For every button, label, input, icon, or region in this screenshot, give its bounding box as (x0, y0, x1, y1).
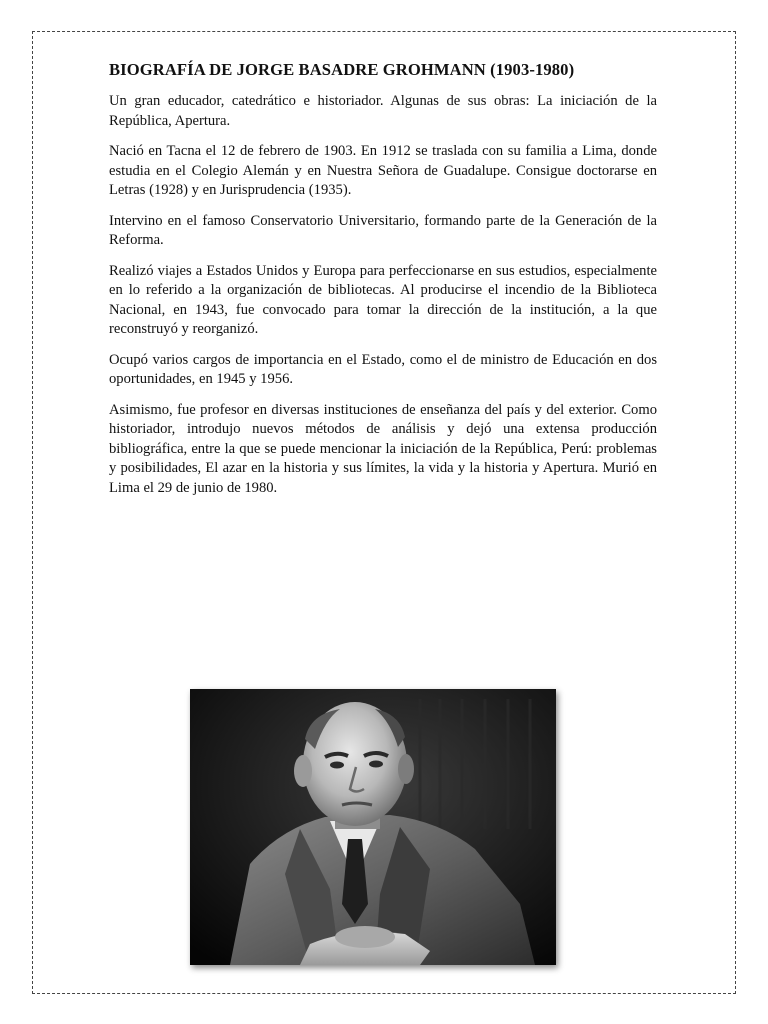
biography-text (109, 60, 657, 509)
page-title: BIOGRAFÍA DE JORGE BASADRE GROHMANN (1903-1980) (109, 60, 575, 79)
paragraph-intro: Un gran educador, catedrático e historiador. Algunas de sus obras: La iniciación de la República, Apertura. (109, 93, 657, 129)
paragraph-travels: Realizó viajes a Estados Unidos y Europa para perfeccionarse en sus estudios, especialmente en lo referido a la organización de bibliotecas. Al producirse el incendio de la Biblioteca Nacional, en 1943, fue convocado para tomar la dirección de la institución, a la que reconstruyó y reorganizó. (109, 262, 657, 337)
paragraph-legacy: Asimismo, fue profesor en diversas instituciones de enseñanza del país y del exterior. Como historiador, introdujo nuevos métodos de análisis y dejó una extensa producción bibliográfica, entre la que se puede mencionar la iniciación de la República, Perú: problemas y posibilidades, El azar en la historia y sus límites, la vida y la historia y Apertura. Murió en Lima el 29 de junio de 1980. (109, 401, 657, 496)
portrait-illustration (190, 689, 556, 965)
paragraph-offices: Ocupó varios cargos de importancia en el Estado, como el de ministro de Educación en dos oportunidades, en 1945 y 1956. (109, 351, 657, 387)
paragraph-conservatorio: Intervino en el famoso Conservatorio Universitario, formando parte de la Generación de la Reforma. (109, 212, 657, 248)
paragraph-birth: Nació en Tacna el 12 de febrero de 1903. En 1912 se traslada con su familia a Lima, donde estudia en el Colegio Alemán y en Nuestra Señora de Guadalupe. Consigue doctorarse en Letras (1928) y en Jurisprudencia (1935). (109, 143, 657, 198)
portrait-photo (190, 689, 556, 965)
